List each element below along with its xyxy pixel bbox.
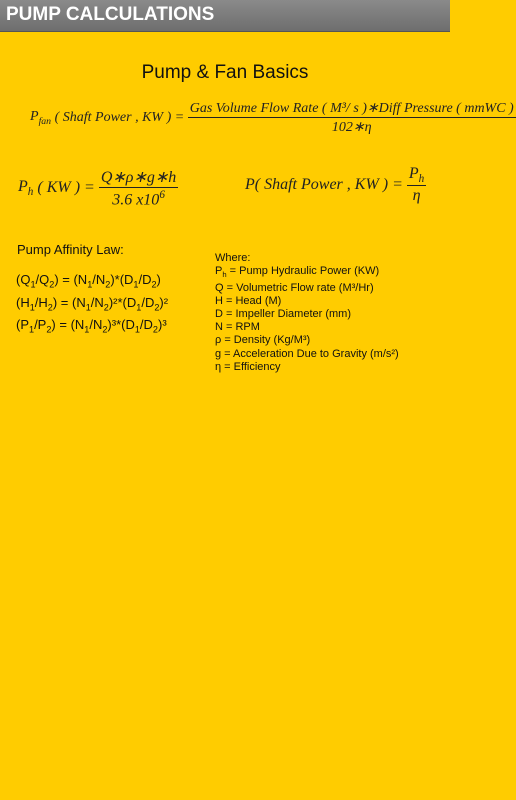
shaft-power-equation: [245, 165, 426, 205]
shaft-power-numerator: $P_h$: [408, 165, 425, 186]
legend-item-q: Q = Volumetric Flow rate (M³/Hr): [215, 281, 374, 294]
affinity-line-head: $(H_1/H_2) = (N_1/N_2)^2*(D_1/D_2)^2$: [16, 294, 169, 313]
legend-item-ph: $P_h$ = Pump Hydraulic Power (KW): [215, 265, 380, 280]
fan-power-equation: [30, 100, 516, 136]
hydraulic-power-equation: [18, 167, 178, 209]
app-title-bar: [0, 0, 450, 32]
legend-item-n: N = RPM: [215, 321, 260, 334]
affinity-law-title: Pump Affinity Law:: [17, 242, 124, 257]
fan-power-lhs: $P_{fan}$: [30, 109, 52, 127]
legend-item-rho: ρ = Density (Kg/M³): [215, 334, 311, 347]
hydraulic-power-numerator: Q∗ρ∗g∗h: [100, 169, 177, 186]
page-title: Pump & Fan Basics: [141, 62, 309, 83]
legend-title: Where:: [215, 252, 251, 264]
hydraulic-power-fraction: [99, 167, 178, 209]
legend-item-eta: η = Efficiency: [215, 360, 281, 373]
fan-power-lhs-paren: ( Shaft Power , KW ) =: [54, 110, 185, 125]
fan-power-numerator: Gas Volume Flow Rate ( M³/ s )∗Diff Pressure ( mmWC ): [189, 101, 514, 116]
affinity-line-power: $(P_1/P_2) = (N_1/N_2)^3*(D_1/D_2)^3$: [16, 317, 167, 335]
legend-item-d: D = Impeller Diameter (mm): [215, 308, 351, 320]
hydraulic-power-denominator: 3.6 $x10^6$: [99, 187, 178, 209]
shaft-power-denominator: η: [407, 185, 426, 205]
fan-power-denominator: 102∗η: [188, 117, 516, 136]
hydraulic-power-lhs-paren: ( KW ) =: [37, 179, 95, 197]
legend-item-h: H = Head (M): [215, 294, 282, 307]
fan-power-fraction: [188, 100, 516, 136]
variable-legend: [215, 252, 399, 374]
shaft-power-lhs: P( Shaft Power , KW ) =: [245, 176, 403, 194]
app-title: PUMP CALCULATIONS: [6, 4, 215, 25]
legend-item-g: g = Acceleration Due to Gravity (m/s²): [215, 347, 399, 360]
affinity-line-flow: $(Q_1/Q_2) = (N_1/N_2)*(D_1/D_2)$: [16, 272, 161, 290]
affinity-law-list: [16, 271, 168, 339]
shaft-power-fraction: [407, 165, 426, 205]
hydraulic-power-lhs: $P_h$: [18, 178, 34, 199]
